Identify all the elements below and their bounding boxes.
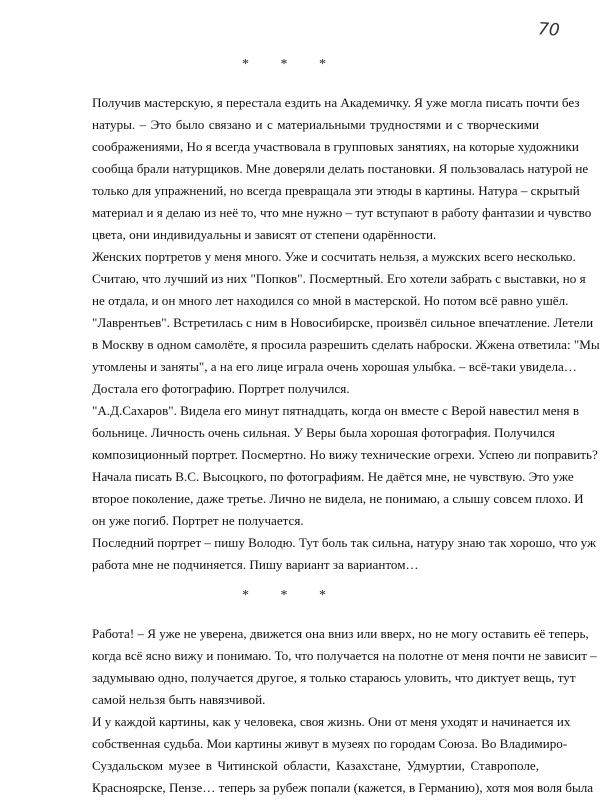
text-line: материал и я делаю из неё то, что мне нужно – тут вступают в работу фантазии и чувство [92, 205, 592, 220]
text-line: задумываю одно, получается другое, я только стараюсь уловить, что диктует вещь, тут [92, 670, 576, 685]
text-line: сообща брали натурщиков. Мне доверяли делать постановки. Я пользовалась натурой не [92, 161, 589, 176]
text-line: "А.Д.Сахаров". Видела его минут пятнадцать, когда он вместе с Верой навестил меня в [92, 403, 580, 418]
text-line: больнице. Личность очень сильная. У Веры была хорошая фотография. Получился [92, 425, 555, 440]
text-line: Достала его фотографию. Портрет получился. [92, 381, 350, 396]
text-line: Получив мастерскую, я перестала ездить на Академичку. Я уже могла писать почти без [92, 95, 580, 110]
text-line: в Москву в одном самолёте, я просила разрешить сделать наброски. Жжена ответила: "Мы [92, 337, 600, 352]
text-line: Начала писать В.С. Высоцкого, по фотографиям. Не даётся мне, не чувствую. Это уже [92, 469, 574, 484]
text-line: утомлены и заняты", а на его лице играла очень хорошая улыбка. – всё-таки увидела… [92, 359, 577, 374]
text-line: Суздальском музее в Читинской области, Казахстане, Удмуртии, Ставрополе, [92, 758, 539, 773]
text-line: он уже погиб. Портрет не получается. [92, 513, 304, 528]
text-line: Работа! – Я уже не уверена, движется она вниз или вверх, но не могу оставить её теперь, [92, 626, 589, 641]
text-line: второе поколение, даже третье. Лично не видела, не понимаю, а слышу совсем плохо. И [92, 491, 584, 506]
text-line: Красноярске, Пензе… теперь за рубеж попали (кажется, в Германию), хотя моя воля была [92, 780, 594, 795]
text-line: не отдала, и он много лет находился со мной в мастерской. Но потом всё равно ушёл. [92, 293, 569, 308]
text-line: собственная судьба. Мои картины живут в музеях по городам Союза. Во Владимиро- [92, 736, 568, 751]
text-line: "Лаврентьев". Встретилась с ним в Новосибирске, произвёл сильное впечатление. Летели [92, 315, 594, 330]
text-line: Последний портрет – пишу Володю. Тут боль так сильна, натуру знаю так хорошо, что уж [92, 535, 597, 550]
text-line: И у каждой картины, как у человека, своя жизнь. Они от меня уходят и начинается их [92, 714, 571, 729]
text-line: работа мне не подчиняется. Пишу вариант за вариантом… [92, 557, 419, 572]
separator-top: * * * [242, 57, 340, 72]
text-line: Считаю, что лучший из них "Попков". Посмертный. Его хотели забрать с выставки, но я [92, 271, 586, 286]
text-line: Женских портретов у меня много. Уже и сосчитать нельзя, а мужских всего несколько. [92, 249, 576, 264]
text-line: натуры. – Это было связано и с материальными трудностями и с творческими [92, 117, 539, 132]
text-line: цвета, они индивидуальны и зависят от степени одарённости. [92, 227, 437, 242]
text-line: соображениями, Но я всегда участвовала в групповых занятиях, на которые художники [92, 139, 579, 154]
text-line: только для упражнений, но всегда превращала эти этюды в картины. Натура – скрытый [92, 183, 580, 198]
text-line: когда всё ясно вижу и понимаю. То, что получается на полотне от меня почти не зависит – [92, 648, 597, 663]
text-line: самой нельзя быть навязчивой. [92, 692, 266, 707]
text-line: композиционный портрет. Посмертно. Но вижу технические огрехи. Успею ли поправить? [92, 447, 598, 462]
page-number: 70 [537, 19, 561, 41]
separator-mid: * * * [242, 588, 340, 603]
